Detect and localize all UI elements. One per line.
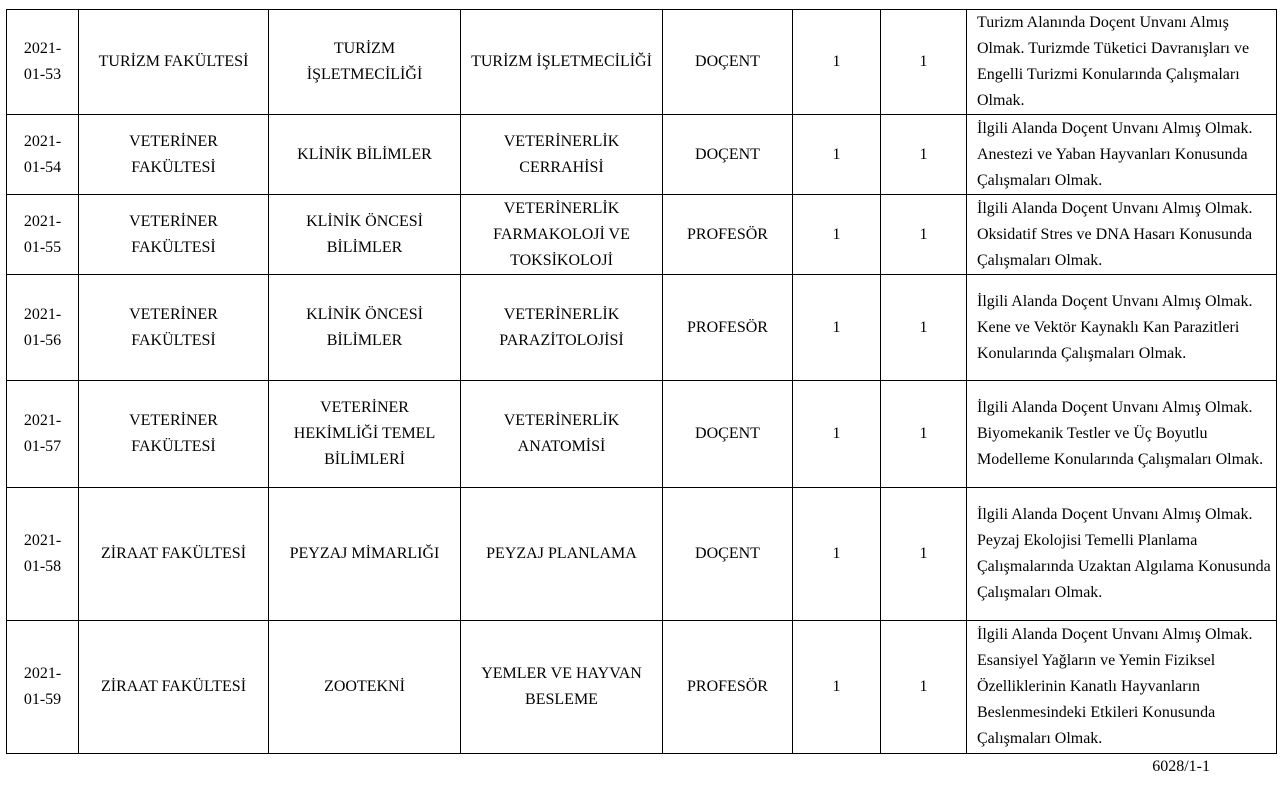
table-row [7, 115, 1277, 195]
count-cell: 1 [793, 381, 881, 488]
count-cell: 1 [793, 488, 881, 621]
announcement-table [6, 9, 1277, 754]
row-number: 2021-01-55 [7, 195, 79, 275]
count-cell: 1 [793, 115, 881, 195]
row-number: 2021-01-53 [7, 10, 79, 115]
description-cell: Turizm Alanında Doçent Unvanı Almış Olmak. Turizmde Tüketici Davranışları ve Engelli Turizmi Konularında Çalışmaları Olmak. [967, 10, 1277, 115]
count2-cell: 1 [881, 621, 967, 754]
program-cell: VETERİNERLİK CERRAHİSİ [461, 115, 663, 195]
count-cell: 1 [793, 275, 881, 381]
faculty-cell: ZİRAAT FAKÜLTESİ [79, 621, 269, 754]
description-cell: İlgili Alanda Doçent Unvanı Almış Olmak. Esansiyel Yağların ve Yemin Fiziksel Özelliklerinin Kanatlı Hayvanların Beslenmesindeki Etkileri Konusunda Çalışmaları Olmak. [967, 621, 1277, 754]
description-cell: İlgili Alanda Doçent Unvanı Almış Olmak. Anestezi ve Yaban Hayvanları Konusunda Çalışmaları Olmak. [967, 115, 1277, 195]
title-cell: PROFESÖR [663, 195, 793, 275]
count2-cell: 1 [881, 115, 967, 195]
count2-cell: 1 [881, 488, 967, 621]
title-cell: PROFESÖR [663, 621, 793, 754]
count-cell: 1 [793, 195, 881, 275]
department-cell: KLİNİK ÖNCESİ BİLİMLER [269, 275, 461, 381]
program-cell: YEMLER VE HAYVAN BESLEME [461, 621, 663, 754]
program-cell: VETERİNERLİK ANATOMİSİ [461, 381, 663, 488]
title-cell: DOÇENT [663, 381, 793, 488]
table-row [7, 488, 1277, 621]
title-cell: DOÇENT [663, 115, 793, 195]
program-cell: VETERİNERLİK FARMAKOLOJİ VE TOKSİKOLOJİ [461, 195, 663, 275]
count-cell: 1 [793, 621, 881, 754]
table-row [7, 195, 1277, 275]
count-cell: 1 [793, 10, 881, 115]
department-cell: VETERİNER HEKİMLİĞİ TEMEL BİLİMLERİ [269, 381, 461, 488]
page-number: 6028/1-1 [1152, 758, 1210, 775]
description-cell: İlgili Alanda Doçent Unvanı Almış Olmak. Oksidatif Stres ve DNA Hasarı Konusunda Çalışmaları Olmak. [967, 195, 1277, 275]
row-number: 2021-01-58 [7, 488, 79, 621]
table-row [7, 621, 1277, 754]
faculty-cell: VETERİNER FAKÜLTESİ [79, 275, 269, 381]
department-cell: ZOOTEKNİ [269, 621, 461, 754]
department-cell: KLİNİK ÖNCESİ BİLİMLER [269, 195, 461, 275]
department-cell: PEYZAJ MİMARLIĞI [269, 488, 461, 621]
count2-cell: 1 [881, 195, 967, 275]
faculty-cell: VETERİNER FAKÜLTESİ [79, 381, 269, 488]
row-number: 2021-01-59 [7, 621, 79, 754]
row-number: 2021-01-57 [7, 381, 79, 488]
description-cell: İlgili Alanda Doçent Unvanı Almış Olmak. Kene ve Vektör Kaynaklı Kan Parazitleri Konularında Çalışmaları Olmak. [967, 275, 1277, 381]
faculty-cell: TURİZM FAKÜLTESİ [79, 10, 269, 115]
table-row [7, 275, 1277, 381]
description-cell: İlgili Alanda Doçent Unvanı Almış Olmak. Biyomekanik Testler ve Üç Boyutlu Modelleme Konularında Çalışmaları Olmak. [967, 381, 1277, 488]
faculty-cell: VETERİNER FAKÜLTESİ [79, 195, 269, 275]
program-cell: PEYZAJ PLANLAMA [461, 488, 663, 621]
faculty-cell: ZİRAAT FAKÜLTESİ [79, 488, 269, 621]
department-cell: TURİZM İŞLETMECİLİĞİ [269, 10, 461, 115]
row-number: 2021-01-54 [7, 115, 79, 195]
title-cell: PROFESÖR [663, 275, 793, 381]
title-cell: DOÇENT [663, 10, 793, 115]
table-row [7, 381, 1277, 488]
count2-cell: 1 [881, 10, 967, 115]
count2-cell: 1 [881, 381, 967, 488]
program-cell: VETERİNERLİK PARAZİTOLOJİSİ [461, 275, 663, 381]
title-cell: DOÇENT [663, 488, 793, 621]
department-cell: KLİNİK BİLİMLER [269, 115, 461, 195]
faculty-cell: VETERİNER FAKÜLTESİ [79, 115, 269, 195]
program-cell: TURİZM İŞLETMECİLİĞİ [461, 10, 663, 115]
row-number: 2021-01-56 [7, 275, 79, 381]
table-row [7, 10, 1277, 115]
count2-cell: 1 [881, 275, 967, 381]
description-cell: İlgili Alanda Doçent Unvanı Almış Olmak. Peyzaj Ekolojisi Temelli Planlama Çalışmalarında Uzaktan Algılama Konusunda Çalışmaları Olmak. [967, 488, 1277, 621]
